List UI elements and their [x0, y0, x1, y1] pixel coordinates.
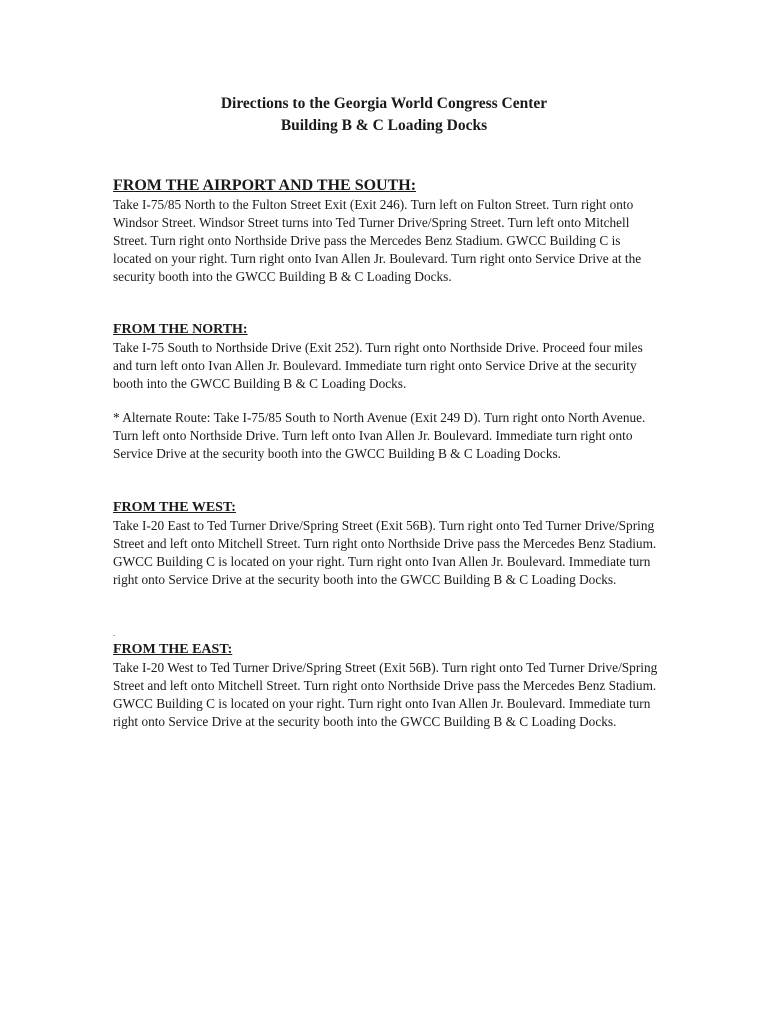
- section-paragraph: Take I-20 East to Ted Turner Drive/Spring Street (Exit 56B). Turn right onto Ted Turner Drive/Spring Street and left onto Mitchell Street. Turn right onto Northside Drive pass the Mercedes Benz Stadium. GWCC Building C is located on your right. Turn right onto Ivan Allen Jr. Boulevard. Immediate turn right onto Service Drive at the security booth into the GWCC Building B & C Loading Docks.: [113, 518, 657, 587]
- section-heading: FROM THE WEST:: [113, 500, 236, 515]
- section-airport-south: [113, 176, 658, 286]
- document-title-line1: Directions to the Georgia World Congress Center: [220, 95, 548, 112]
- section-heading: FROM THE AIRPORT AND THE SOUTH:: [113, 177, 417, 194]
- section-heading: FROM THE NORTH:: [113, 322, 248, 337]
- section-paragraph: * Alternate Route: Take I-75/85 South to North Avenue (Exit 249 D). Turn right onto North Avenue. Turn left onto Northside Drive. Turn left onto Ivan Allen Jr. Boulevard. Immediate turn right onto Service Drive at the security booth into the GWCC Building B & C Loading Docks.: [113, 410, 646, 461]
- section-paragraph: Take I-75/85 North to the Fulton Street Exit (Exit 246). Turn left on Fulton Street. Turn right onto Windsor Street. Windsor Street turns into Ted Turner Drive/Spring Street. Turn left onto Mitchell Street. Turn right onto Northside Drive pass the Mercedes Benz Stadium. GWCC Building C is located on your right. Turn right onto Ivan Allen Jr. Boulevard. Turn right onto Service Drive at the security booth into the GWCC Building B & C Loading Docks.: [113, 197, 642, 284]
- section-east: [113, 641, 658, 731]
- document-title-line2: Building B & C Loading Docks: [280, 117, 488, 134]
- section-north: [113, 321, 658, 393]
- section-heading: FROM THE EAST:: [113, 642, 233, 657]
- section-paragraph: Take I-20 West to Ted Turner Drive/Spring Street (Exit 56B). Turn right onto Ted Turner Drive/Spring Street and left onto Mitchell Street. Turn right onto Northside Drive pass the Mercedes Benz Stadium. GWCC Building C is located on your right. Turn right onto Ivan Allen Jr. Boulevard. Immediate turn right onto Service Drive at the security booth into the GWCC Building B & C Loading Docks.: [113, 660, 658, 729]
- stray-mark: .: [113, 629, 115, 638]
- section-paragraph: Take I-75 South to Northside Drive (Exit 252). Turn right onto Northside Drive. Proceed four miles and turn left onto Ivan Allen Jr. Boulevard. Immediate turn right onto Service Drive at the security booth into the GWCC Building B & C Loading Docks.: [113, 340, 643, 391]
- section-west: [113, 499, 658, 589]
- section-north-alternate: [113, 409, 658, 463]
